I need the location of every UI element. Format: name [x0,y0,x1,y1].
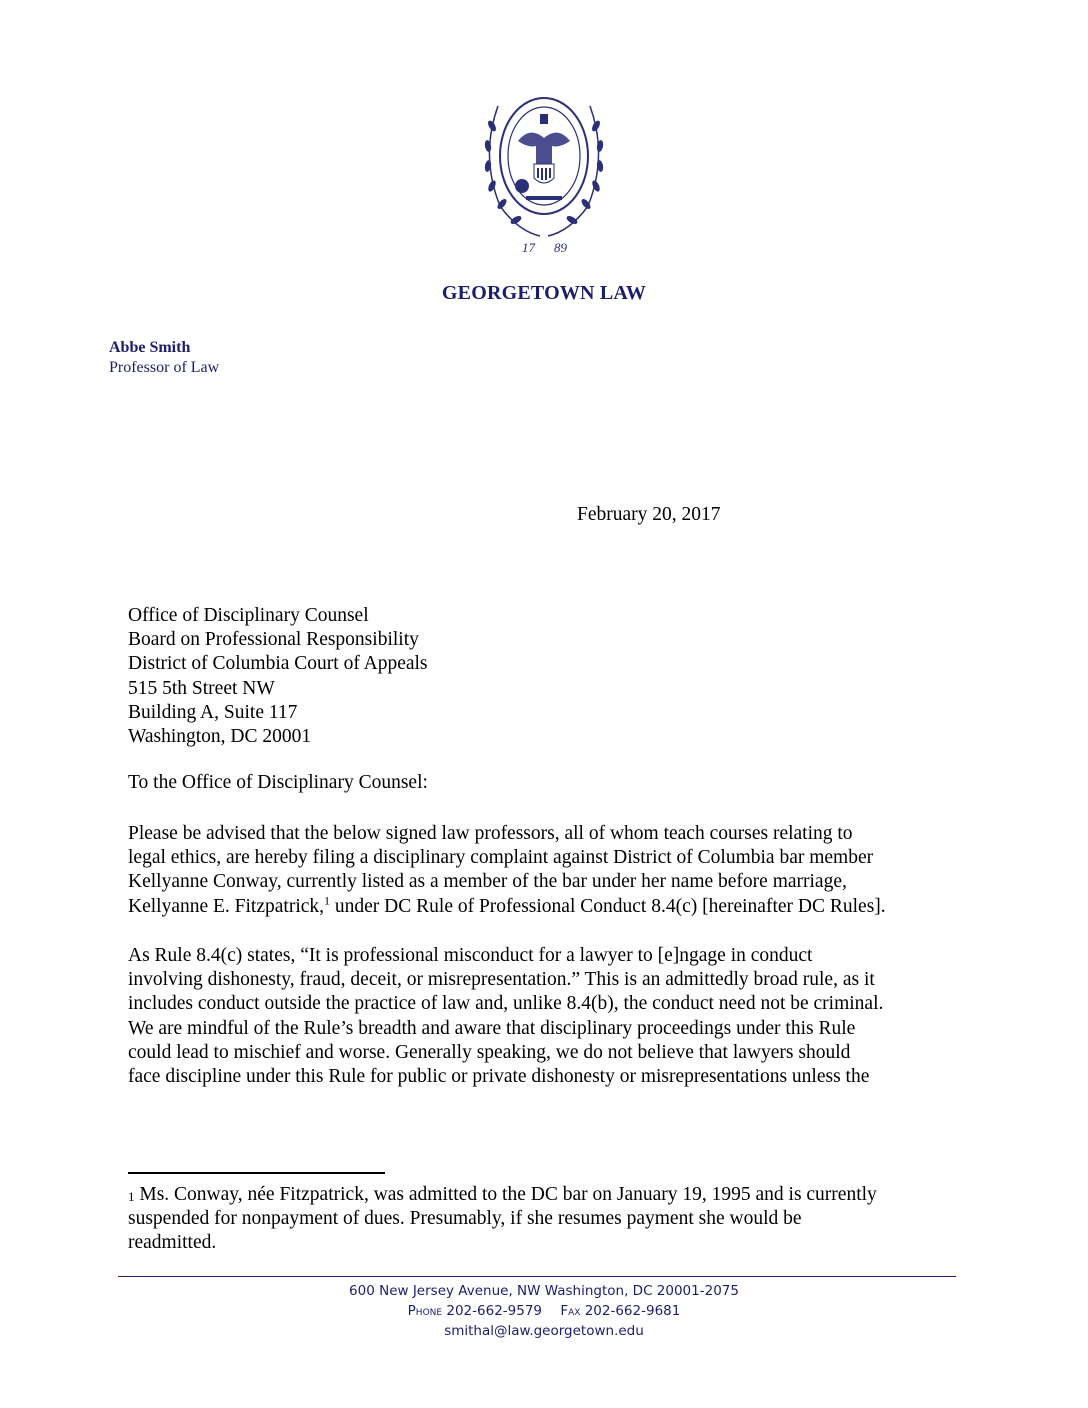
fax-number: 202-662-9681 [584,1303,681,1319]
footnote-reference[interactable]: 1 [324,893,331,908]
footnote-line: suspended for nonpayment of dues. Presumably, if she resumes payment she would be [128,1208,802,1230]
paragraph-line: We are mindful of the Rule’s breadth and aware that disciplinary proceedings under this Rule [128,1017,856,1039]
text-before-ref: Kellyanne E. Fitzpatrick, [128,895,325,917]
footnote-marker: 1 [128,1189,135,1204]
footer-contact [0,1301,1088,1321]
footer-address: 600 New Jersey Avenue, NW Washington, DC 20001-2075 [349,1283,739,1299]
paragraph-line: As Rule 8.4(c) states, “It is professional misconduct for a lawyer to [e]ngage in conduct [128,945,813,966]
fax-label: Fax [560,1303,581,1319]
paragraph-line [128,895,968,919]
footer-email[interactable]: smithal@law.georgetown.edu [444,1323,644,1339]
paragraph-2 [128,944,968,1089]
seal-year-left: 17 [522,240,535,255]
paragraph-line: Please be advised that the below signed law professors, all of whom teach courses relating to [128,823,853,844]
letterhead-footer [0,1281,1088,1341]
letter-date: February 20, 2017 [577,504,721,525]
footnote-line: readmitted. [128,1232,217,1254]
georgetown-seal-icon [478,86,610,258]
address-line: Washington, DC 20001 [128,726,312,748]
phone-number: 202-662-9579 [446,1303,543,1319]
sender-title: Professor of Law [109,359,220,376]
address-line: 515 5th Street NW [128,677,275,699]
salutation: To the Office of Disciplinary Counsel: [128,772,428,793]
address-line: Office of Disciplinary Counsel [128,605,369,626]
paragraph-1 [128,822,968,919]
footnote-separator [128,1172,385,1174]
address-line: District of Columbia Court of Appeals [128,653,428,675]
seal-year-right: 89 [554,240,567,255]
paragraph-line: includes conduct outside the practice of law and, unlike 8.4(b), the conduct need not be criminal. [128,993,884,1015]
address-line: Board on Professional Responsibility [128,629,419,651]
paragraph-line: involving dishonesty, fraud, deceit, or misrepresentation.” This is an admittedly broad rule, as it [128,969,875,991]
paragraph-line: face discipline under this Rule for public or private dishonesty or misrepresentations unless the [128,1066,870,1088]
phone-label: Phone [407,1303,443,1319]
footnote-line [128,1183,877,1207]
paragraph-line: Kellyanne Conway, currently listed as a member of the bar under her name before marriage, [128,871,847,893]
address-line: Building A, Suite 117 [128,701,298,723]
organization-name: GEORGETOWN LAW [441,282,647,304]
footnote-text: Ms. Conway, née Fitzpatrick, was admitted to the DC bar on January 19, 1995 and is currently [139,1184,877,1205]
paragraph-line: could lead to mischief and worse. Generally speaking, we do not believe that lawyers should [128,1041,851,1063]
paragraph-line: legal ethics, are hereby filing a disciplinary complaint against District of Columbia bar member [128,847,874,869]
recipient-address [128,604,428,749]
footnote [128,1183,877,1256]
text-after-ref: under DC Rule of Professional Conduct 8.4(c) [hereinafter DC Rules]. [330,895,886,917]
sender-name: Abbe Smith [109,339,191,356]
footer-separator [118,1276,956,1277]
